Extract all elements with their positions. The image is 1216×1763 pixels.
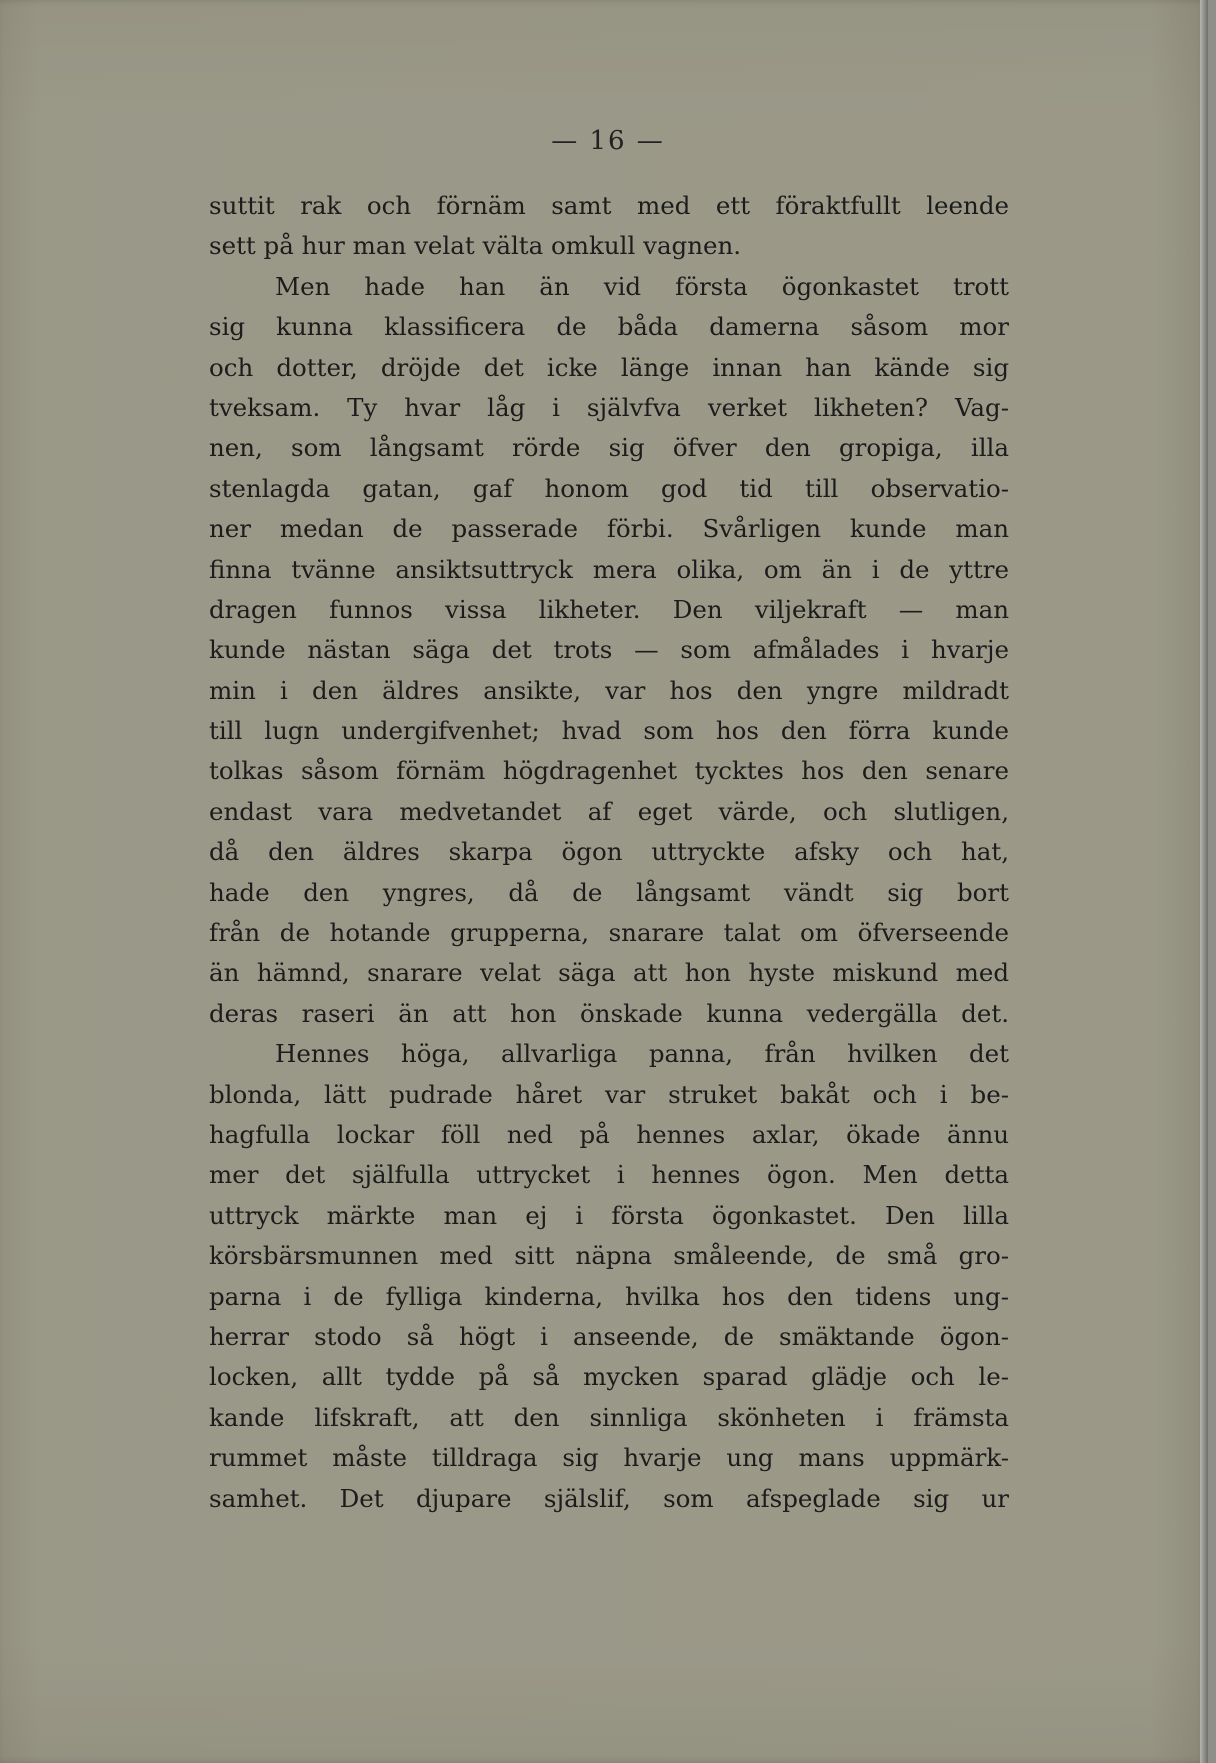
text-line: tveksam. Ty hvar låg i självfva verket likheten? Vag- — [209, 392, 1009, 422]
text-line: hade den yngres, då de långsamt vändt sig bort — [209, 877, 1009, 907]
body-text — [209, 186, 1009, 1519]
text-line: än hämnd, snarare velat säga att hon hyste miskund med — [209, 958, 1009, 988]
text-line: dragen funnos vissa likheter. Den viljekraft — man — [209, 594, 1009, 624]
text-line: körsbärsmunnen med sitt näpna småleende, de små gro- — [209, 1241, 1009, 1271]
text-line: deras raseri än att hon önskade kunna vedergälla det. — [209, 998, 1009, 1028]
text-line: endast vara medvetandet af eget värde, och slutligen, — [209, 796, 1009, 826]
text-line: nen, som långsamt rörde sig öfver den gropiga, illa — [209, 433, 1009, 463]
text-line: Men hade han än vid första ögonkastet trott — [275, 271, 1009, 301]
text-line: locken, allt tydde på så mycken sparad glädje och le- — [209, 1362, 1009, 1392]
text-line: stenlagda gatan, gaf honom god tid till observatio- — [209, 473, 1009, 503]
text-line: mer det själfulla uttrycket i hennes ögon. Men detta — [209, 1160, 1009, 1190]
text-line: uttryck märkte man ej i första ögonkastet. Den lilla — [209, 1200, 1009, 1230]
text-line: ner medan de passerade förbi. Svårligen kunde man — [209, 514, 1009, 544]
text-line: finna tvänne ansiktsuttryck mera olika, om än i de yttre — [209, 554, 1009, 584]
text-line: herrar stodo så högt i anseende, de smäktande ögon- — [209, 1321, 1009, 1351]
text-line: min i den äldres ansikte, var hos den yngre mildradt — [209, 675, 1009, 705]
page-number: — 16 — — [551, 126, 665, 156]
text-line: till lugn undergifvenhet; hvad som hos den förra kunde — [209, 716, 1009, 746]
text-line: sig kunna klassificera de båda damerna såsom mor — [209, 312, 1009, 342]
text-line: samhet. Det djupare själslif, som afspeglade sig ur — [209, 1483, 1009, 1513]
text-line: kunde nästan säga det trots — som afmålades i hvarje — [209, 635, 1009, 665]
text-line: tolkas såsom förnäm högdragenhet tycktes hos den senare — [209, 756, 1009, 786]
text-line: från de hotande grupperna, snarare talat om öfverseende — [209, 918, 1009, 948]
text-line: då den äldres skarpa ögon uttryckte afsky och hat, — [209, 837, 1009, 867]
text-line: kande lifskraft, att den sinnliga skönheten i främsta — [209, 1402, 1009, 1432]
text-line: parna i de fylliga kinderna, hvilka hos den tidens ung- — [209, 1281, 1009, 1311]
text-line: Hennes höga, allvarliga panna, från hvilken det — [275, 1039, 1009, 1069]
text-line: rummet måste tilldraga sig hvarje ung mans uppmärk- — [209, 1443, 1009, 1473]
text-line: blonda, lätt pudrade håret var struket bakåt och i be- — [209, 1079, 1009, 1109]
text-line: hagfulla lockar föll ned på hennes axlar, ökade ännu — [209, 1119, 1009, 1149]
text-line: och dotter, dröjde det icke länge innan han kände sig — [209, 352, 1009, 382]
text-line: sett på hur man velat välta omkull vagnen. — [209, 231, 742, 261]
page-edge — [1200, 0, 1208, 1763]
text-line: suttit rak och förnäm samt med ett föraktfullt leende — [209, 191, 1009, 220]
